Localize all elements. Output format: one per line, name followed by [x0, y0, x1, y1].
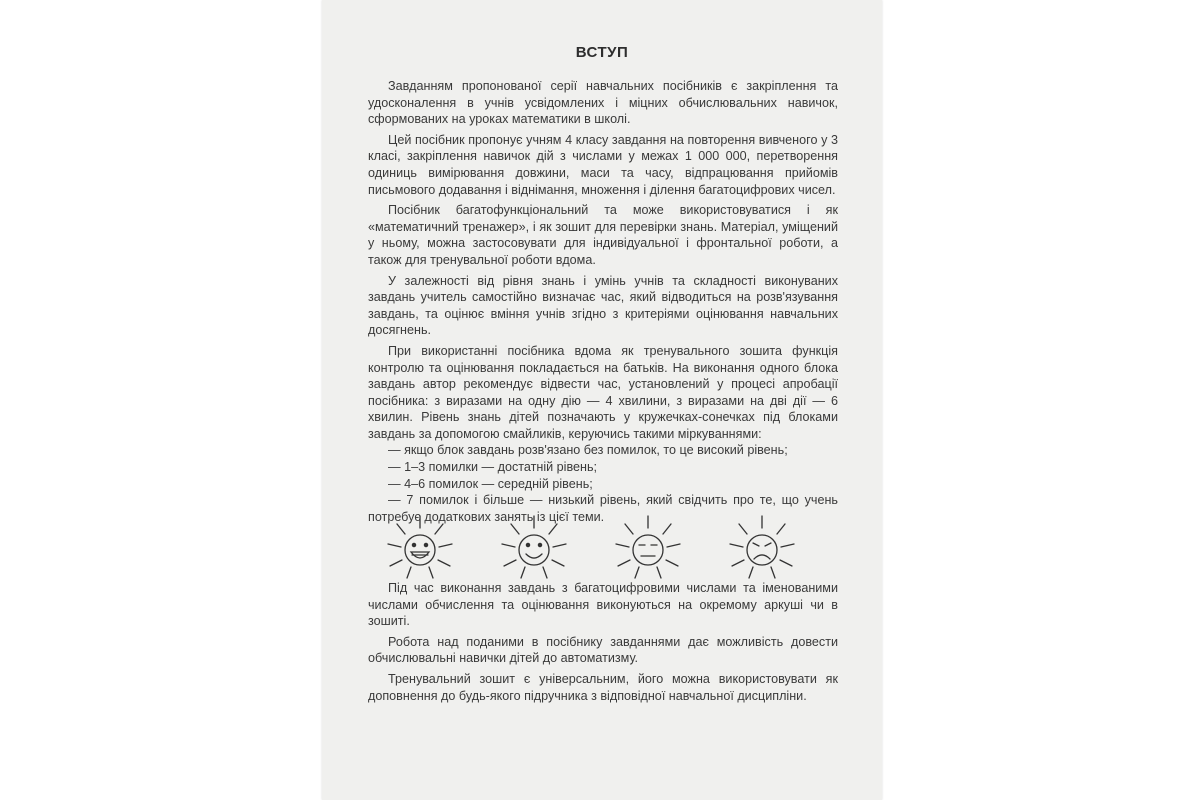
- paragraph: Посібник багатофункціональний та може використовуватися і як «математичний тренажер», і як зошит для перевірки знань. Матеріал, уміщений у ньому, можна застосовувати для індивідуальної і фронтальної роботи, а також для тренувальної роботи вдома.: [368, 203, 838, 267]
- book-page: [322, 0, 882, 800]
- list-item: — якщо блок завдань розв'язано без помилок, то це високий рівень;: [388, 443, 788, 458]
- neutral-sun-icon: [612, 512, 684, 584]
- list-item: — 7 помилок і більше — низький рівень, який свідчить про те, що учень потребує додаткових занять із цієї теми.: [368, 493, 838, 524]
- paragraph: Під час виконання завдань з багатоцифровими числами та іменованими числами обчислення та оцінювання виконуються на окремому аркуші чи в зошиті.: [368, 581, 838, 629]
- smile-sun-icon: [498, 512, 570, 584]
- paragraph: Цей посібник пропонує учням 4 класу завдання на повторення вивченого у 3 класі, закріплення навичок дій з числами у межах 1 000 000, перетворення одиниць вимірювання довжини, маси та часу, відпрацювання прийомів письмового додавання і віднімання, множення і ділення багатоцифрових чисел.: [368, 132, 838, 197]
- paragraph: У залежності від рівня знань і умінь учнів та складності виконуваних завдань учитель самостійно визначає час, який відводиться на розв'язування завдань, та оцінює вміння учнів згідно з критеріями оцінювання навчальних досягнень.: [368, 273, 838, 338]
- sad-sun-icon: [726, 512, 798, 584]
- page-title: ВСТУП: [575, 44, 629, 61]
- intro-text-top: [368, 78, 838, 525]
- intro-text-bottom: [368, 580, 838, 704]
- paragraph: Тренувальний зошит є універсальним, його можна використовувати як доповнення до будь-якого підручника з відповідної навчальної дисципліни.: [368, 671, 838, 703]
- paragraph: Завданням пропонованої серії навчальних посібників є закріплення та удосконалення в учнів усвідомлених і міцних обчислювальних навичок, сформованих на уроках математики в школі.: [368, 79, 838, 127]
- smiley-suns-row: [322, 512, 882, 582]
- paragraph: Робота над поданими в посібнику завданнями дає можливість довести обчислювальні навички дітей до автоматизму.: [368, 634, 838, 666]
- list-item: — 1–3 помилки — достатній рівень;: [388, 460, 598, 475]
- big-smile-sun-icon: [384, 512, 456, 584]
- paragraph: При використанні посібника вдома як тренувального зошита функція контролю та оцінювання покладається на батьків. На виконання одного блока завдань автор рекомендує відвести час, установлений у процесі апробації посібника: з виразами на одну дію — 4 хвилини, з виразами на дві дії — 6 хвилин. Рівень знань дітей позначають у кружечках-сонечках під блоками завдань за допомогою смайликів, керуючись такими міркуваннями:: [368, 343, 838, 441]
- list-item: — 4–6 помилок — середній рівень;: [388, 476, 593, 491]
